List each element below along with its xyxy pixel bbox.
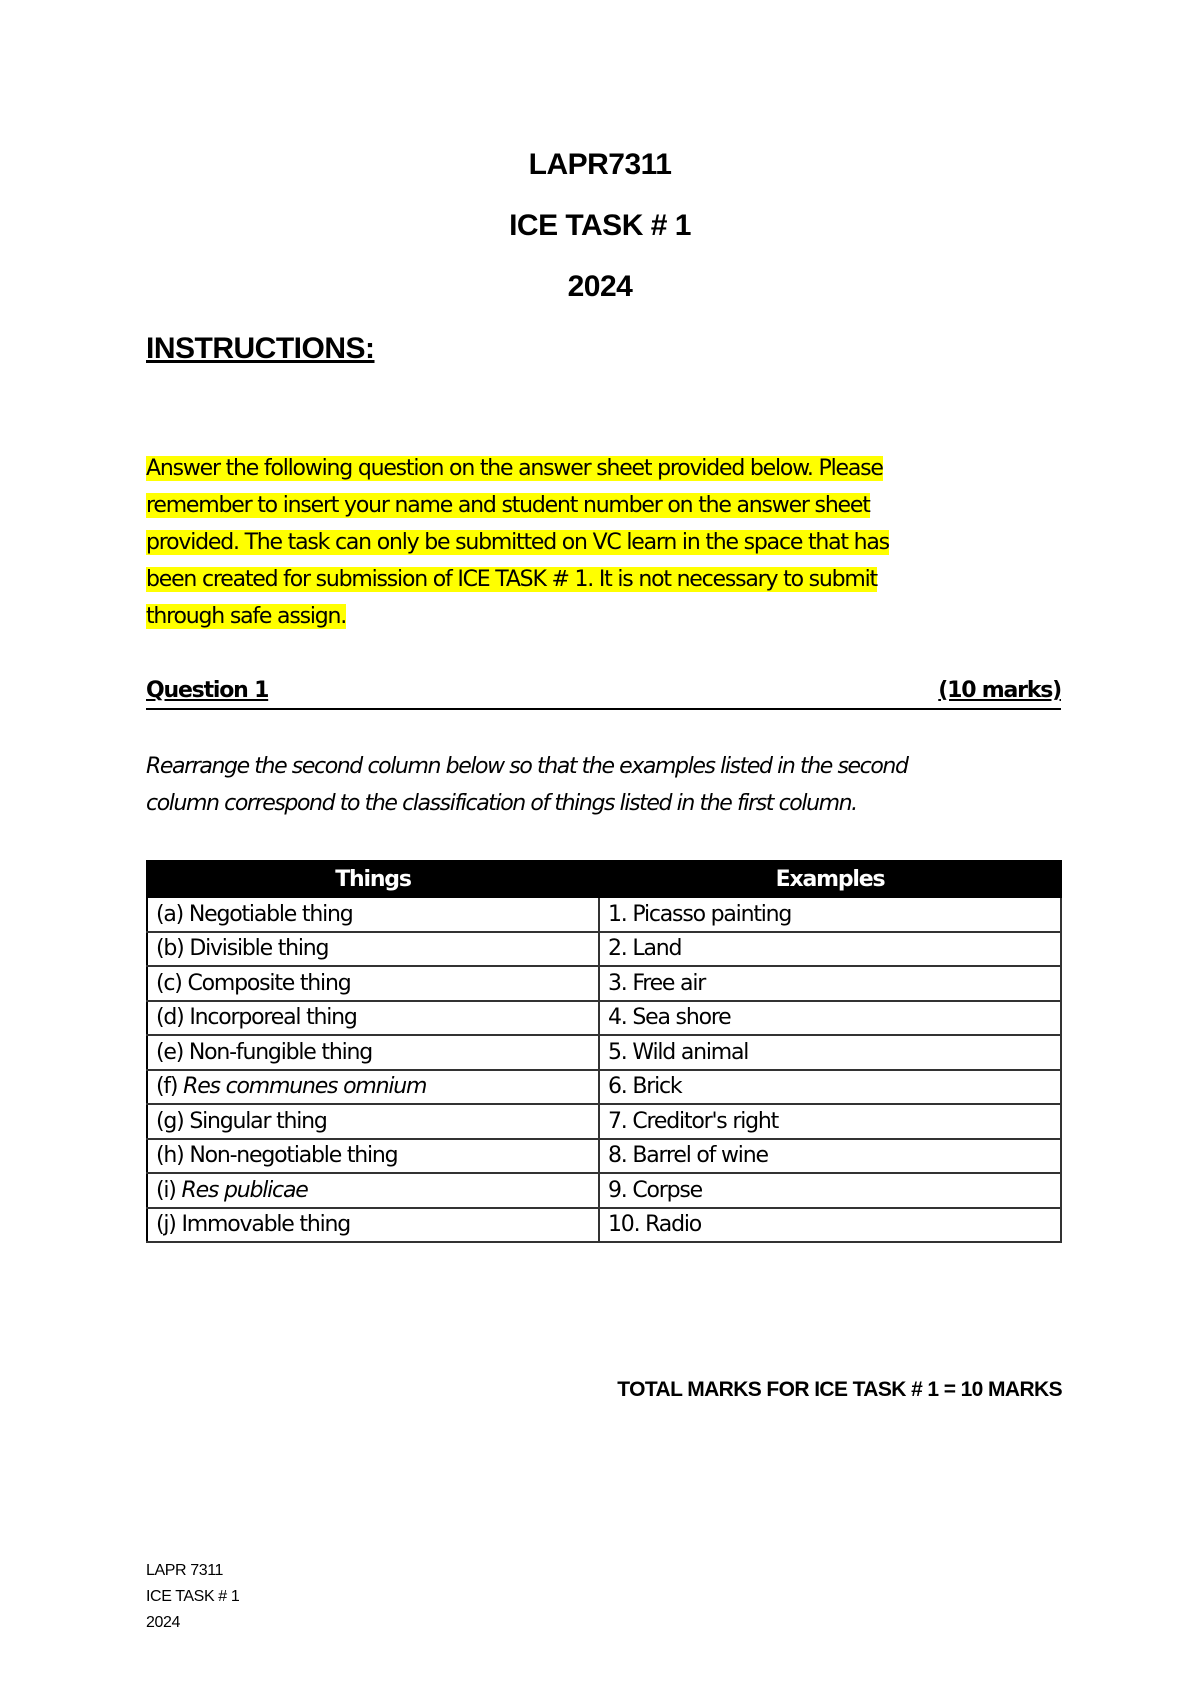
course-code: LAPR7311 <box>528 148 672 181</box>
thing-cell <box>147 1173 599 1208</box>
example-cell: 6. Brick <box>599 1070 1061 1105</box>
header-examples: Examples <box>599 861 1061 897</box>
instructions-line: remember to insert your name and student number on the answer sheet <box>146 493 870 518</box>
instructions-body <box>146 450 1046 635</box>
instructions-line: through safe assign. <box>146 604 347 629</box>
example-cell: 7. Creditor's right <box>599 1104 1061 1139</box>
thing-label: (g) <box>156 1108 184 1134</box>
thing-label: (f) <box>156 1074 178 1100</box>
question-instruction <box>146 748 1076 822</box>
total-marks: TOTAL MARKS FOR ICE TASK # 1 = 10 MARKS <box>617 1378 1062 1401</box>
table-row <box>147 1139 1061 1174</box>
table-row <box>147 1208 1061 1243</box>
thing-name: Divisible thing <box>189 936 329 962</box>
thing-label: (a) <box>156 901 184 927</box>
task-title: ICE TASK # 1 <box>509 209 691 242</box>
thing-cell <box>147 932 599 967</box>
thing-cell <box>147 1104 599 1139</box>
page-footer <box>146 1558 239 1636</box>
table-row <box>147 1001 1061 1036</box>
table-row <box>147 1035 1061 1070</box>
table-row <box>147 897 1061 932</box>
instructions-line: been created for submission of ICE TASK # 1. It is not necessary to submit <box>146 567 877 592</box>
thing-label: (b) <box>156 936 184 962</box>
year: 2024 <box>567 270 633 303</box>
thing-cell <box>147 1208 599 1243</box>
thing-cell <box>147 1035 599 1070</box>
thing-name: Negotiable thing <box>188 901 353 927</box>
table-row <box>147 1104 1061 1139</box>
thing-label: (i) <box>156 1177 176 1203</box>
question-instruction-line: column correspond to the classification of things listed in the first column. <box>146 791 857 816</box>
question-heading <box>146 678 1061 710</box>
thing-cell <box>147 1139 599 1174</box>
thing-name: Non-fungible thing <box>188 1039 373 1065</box>
header-things: Things <box>147 861 599 897</box>
thing-cell <box>147 897 599 932</box>
thing-name: Incorporeal thing <box>189 1005 357 1031</box>
thing-name: Res publicae <box>181 1177 308 1203</box>
example-cell: 2. Land <box>599 932 1061 967</box>
footer-course-code: LAPR 7311 <box>146 1562 224 1579</box>
thing-label: (c) <box>156 970 182 996</box>
thing-name: Immovable thing <box>181 1212 350 1238</box>
thing-name: Singular thing <box>189 1108 327 1134</box>
example-cell: 3. Free air <box>599 966 1061 1001</box>
instructions-line: Answer the following question on the answer sheet provided below. Please <box>146 456 883 481</box>
thing-label: (d) <box>156 1005 184 1031</box>
thing-label: (e) <box>156 1039 184 1065</box>
thing-cell <box>147 1001 599 1036</box>
classification-table <box>146 860 1062 1243</box>
instructions-heading: INSTRUCTIONS: <box>146 332 375 365</box>
table-row <box>147 1070 1061 1105</box>
thing-cell <box>147 1070 599 1105</box>
footer-task-title: ICE TASK # 1 <box>146 1588 240 1605</box>
table-row <box>147 1173 1061 1208</box>
question-instruction-line: Rearrange the second column below so that the examples listed in the second <box>146 754 908 779</box>
thing-label: (j) <box>156 1212 176 1238</box>
thing-cell <box>147 966 599 1001</box>
question-title: Question 1 <box>146 678 269 703</box>
example-cell: 5. Wild animal <box>599 1035 1061 1070</box>
question-marks: (10 marks) <box>938 678 1061 703</box>
table-header-row <box>147 861 1061 897</box>
thing-name: Res communes omnium <box>183 1074 427 1100</box>
example-cell: 4. Sea shore <box>599 1001 1061 1036</box>
table-row <box>147 932 1061 967</box>
thing-label: (h) <box>156 1143 184 1169</box>
example-cell: 9. Corpse <box>599 1173 1061 1208</box>
footer-year: 2024 <box>146 1614 180 1631</box>
thing-name: Non-negotiable thing <box>189 1143 398 1169</box>
table-row <box>147 966 1061 1001</box>
example-cell: 10. Radio <box>599 1208 1061 1243</box>
example-cell: 1. Picasso painting <box>599 897 1061 932</box>
instructions-line: provided. The task can only be submitted on VC learn in the space that has <box>146 530 889 555</box>
thing-name: Composite thing <box>187 970 351 996</box>
example-cell: 8. Barrel of wine <box>599 1139 1061 1174</box>
